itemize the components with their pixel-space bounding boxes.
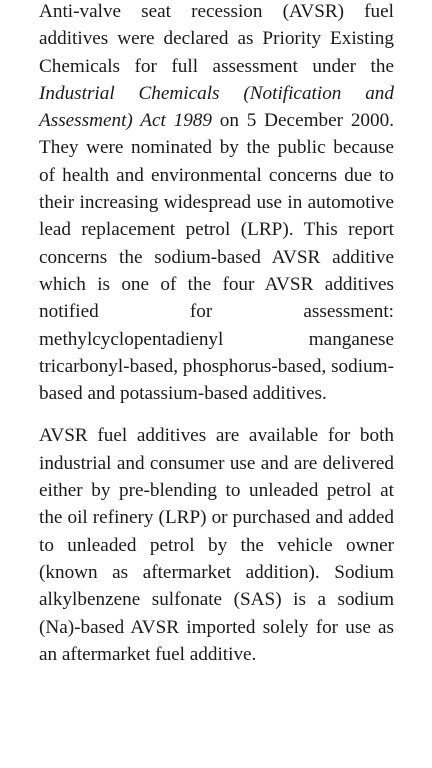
paragraph-avsr-usage: AVSR fuel additives are available for both industrial and consumer use and are delivered either by pre-blending to unleaded petrol at the oil refinery (LRP) or purchased and added to unleaded petrol by the vehicle owner (known as aftermarket addition). Sodium alkylbenzene sulfonate (SAS) is a sodium (Na)-based AVSR imported solely for use as an aftermarket fuel additive.	[39, 425, 394, 665]
paragraph-avsr-declaration	[39, 0, 394, 407]
paragraph-text-before-act: Anti-valve seat recession (AVSR) fuel additives were declared as Priority Existing Chemicals for full assessment under the	[39, 1, 394, 77]
document-body	[39, 0, 394, 668]
paragraph-text-after-act: on 5 December 2000. They were nominated by the public because of health and environmental concerns due to their increasing widespread use in automotive lead replacement petrol (LRP). This report concerns the sodium-based AVSR additive which is one of the four AVSR additives notified for assessment: methylcyclopentadienyl manganese tricarbonyl-based, phosphorus-based, sodium-based and potassium-based additives.	[39, 110, 394, 405]
act-title: Industrial Chemicals (Notification and Assessment) Act 1989	[39, 82, 394, 132]
